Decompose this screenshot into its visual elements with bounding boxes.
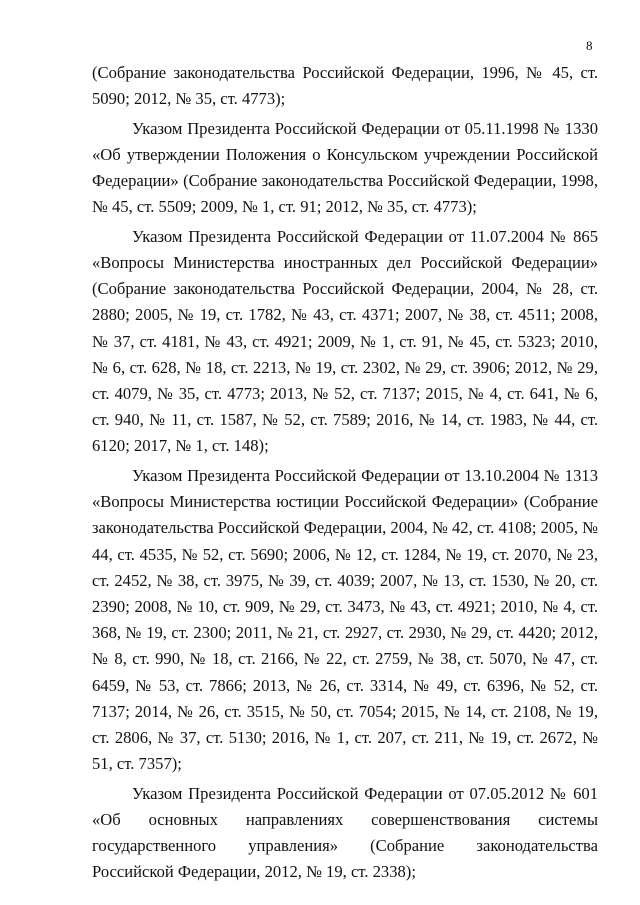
paragraph-decree-2012-601: Указом Президента Российской Федерации от 07.05.2012 № 601 «Об основных направлениях совершенствования системы государственного управления» (Собрание законодательства Российской Федерации, 2012, № 19, ст. 2338); xyxy=(92,783,598,882)
document-body xyxy=(92,60,598,885)
page-number: 8 xyxy=(586,38,593,53)
paragraph-decree-2004-865: Указом Президента Российской Федерации от 11.07.2004 № 865 «Вопросы Министерства иностранных дел Российской Федерации» (Собрание законодательства Российской Федерации, 2004, № 28, ст. 2880; 2005, № 19, ст. 1782, № 43, ст. 4371; 2007, № 38, ст. 4511; 2008, № 37, ст. 4181, № 43, ст. 4921; 2009, № 1, ст. 91, № 45, ст. 5323; 2010, № 6, ст. 628, № 18, ст. 2213, № 19, ст. 2302, № 29, ст. 3906; 2012, № 29, ст. 4079, № 35, ст. 4773; 2013, № 52, ст. 7137; 2015, № 4, ст. 641, № 6, ст. 940, № 11, ст. 1587, № 52, ст. 7589; 2016, № 14, ст. 1983, № 44, ст. 6120; 2017, № 1, ст. 148); xyxy=(92,226,598,456)
paragraph-decree-2004-1313: Указом Президента Российской Федерации от 13.10.2004 № 1313 «Вопросы Министерства юстиции Российской Федерации» (Собрание законодательства Российской Федерации, 2004, № 42, ст. 4108; 2005, № 44, ст. 4535, № 52, ст. 5690; 2006, № 12, ст. 1284, № 19, ст. 2070, № 23, ст. 2452, № 38, ст. 3975, № 39, ст. 4039; 2007, № 13, ст. 1530, № 20, ст. 2390; 2008, № 10, ст. 909, № 29, ст. 3473, № 43, ст. 4921; 2010, № 4, ст. 368, № 19, ст. 2300; 2011, № 21, ст. 2927, ст. 2930, № 29, ст. 4420; 2012, № 8, ст. 990, № 18, ст. 2166, № 22, ст. 2759, № 38, ст. 5070, № 47, ст. 6459, № 53, ст. 7866; 2013, № 26, ст. 3314, № 49, ст. 6396, № 52, ст. 7137; 2014, № 26, ст. 3515, № 50, ст. 7054; 2015, № 14, ст. 2108, № 19, ст. 2806, № 37, ст. 5130; 2016, № 1, ст. 207, ст. 211, № 19, ст. 2672, № 51, ст. 7357); xyxy=(92,465,598,774)
paragraph-decree-1998-1330: Указом Президента Российской Федерации от 05.11.1998 № 1330 «Об утверждении Положения о Консульском учреждении Российской Федерации» (Собрание законодательства Российской Федерации, 1998, № 45, ст. 5509; 2009, № 1, ст. 91; 2012, № 35, ст. 4773); xyxy=(92,118,598,217)
paragraph-citation-continuation: (Собрание законодательства Российской Федерации, 1996, № 45, ст. 5090; 2012, № 35, ст. 4773); xyxy=(92,63,598,109)
